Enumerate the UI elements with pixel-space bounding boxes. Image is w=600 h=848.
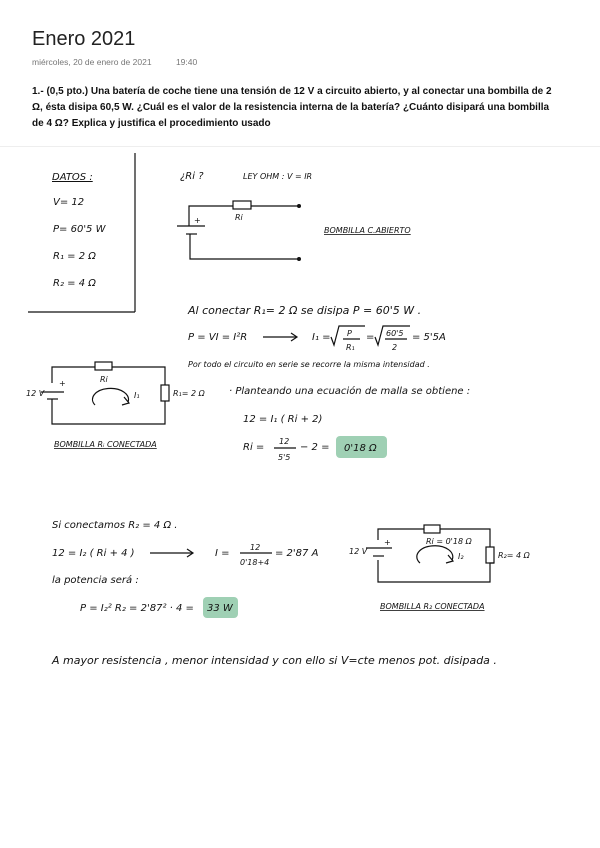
step1-result: = 5'5A — [412, 332, 446, 343]
step3-intro: Si conectamos R₂ = 4 Ω . — [52, 520, 178, 531]
question-text: 1.- (0,5 pto.) Una batería de coche tiene una tensión de 12 V a circuito abierto, y al conectar una bombilla de 2 Ω, ésta disipa 60,5 W. ¿Cuál es el valor de la resistencia interna de la batería? ¿Cuánto disipará una bombilla de 4 Ω? Explica y justifica el procedimiento usado — [32, 86, 552, 129]
circuit1-ri-label: Ri — [235, 213, 243, 222]
mesh-equation: 12 = I₁ ( Ri + 2) — [243, 414, 323, 425]
power-formula: P = I₂² R₂ = 2'87² · 4 = — [80, 603, 194, 614]
page-time: 19:40 — [175, 57, 198, 67]
step3-equation: 12 = I₂ ( Ri + 4 ) — [52, 548, 135, 559]
step1-eq: = — [366, 332, 375, 343]
frac1-den: R₁ — [346, 343, 355, 352]
datos-title: DATOS : — [52, 172, 93, 183]
frac1-num: P — [347, 329, 352, 338]
circuit3-battery-label: 12 V — [349, 547, 368, 556]
i-lhs: I = — [215, 548, 230, 559]
frac2-num: 60'5 — [386, 329, 404, 338]
step1-line1: Al conectar R₁= 2 Ω se disipa P = 60'5 W . — [188, 304, 422, 317]
page-title: Enero 2021 — [32, 28, 136, 50]
circuit-r2-connected-diagram — [366, 525, 494, 582]
circuit2-ri-label: Ri — [100, 375, 108, 384]
circuit3-ri-label: Ri = 0'18 Ω — [426, 537, 472, 546]
power-result: 33 W — [207, 603, 233, 614]
circuit1-plus: + — [194, 216, 201, 225]
circuit3-caption: BOMBILLA R₂ CONECTADA — [380, 602, 485, 611]
conclusion-text: A mayor resistencia , menor intensidad y con ello si V=cte menos pot. disipada . — [52, 654, 497, 667]
ri-lhs: Ri = — [243, 442, 265, 453]
circuit3-plus: + — [384, 538, 391, 547]
circuit2-caption: BOMBILLA Rᵢ CONECTADA — [54, 440, 157, 449]
mesh-text: · Planteando una ecuación de malla se obtiene : — [229, 386, 471, 397]
i-num: 12 — [250, 543, 261, 552]
step1-current-lhs: I₁ = — [312, 332, 331, 343]
series-note: Por todo el circuito en serie se recorre la misma intensidad . — [188, 360, 430, 369]
ohm-law: LEY OHM : V = IR — [243, 172, 313, 181]
i-den: 0'18+4 — [240, 558, 270, 567]
i-result: = 2'87 A — [275, 548, 319, 559]
circuit1-caption: BOMBILLA C.ABIERTO — [324, 226, 411, 235]
datos-r2: R₂ = 4 Ω — [53, 278, 96, 289]
circuit2-plus: + — [59, 379, 66, 388]
datos-r1: R₁ = 2 Ω — [53, 251, 96, 262]
frac2-den: 2 — [392, 343, 398, 352]
ri-den: 5'5 — [278, 453, 291, 462]
datos-p: P= 60'5 W — [53, 224, 106, 235]
circuit2-current-label: I₁ — [134, 391, 140, 400]
circuit-ri-connected-diagram — [41, 362, 169, 424]
circuit2-load-label: R₁= 2 Ω — [173, 389, 205, 398]
circuit2-battery-label: 12 V — [26, 389, 45, 398]
ri-rest: − 2 = — [300, 442, 330, 453]
ri-question: ¿Ri ? — [180, 171, 204, 182]
circuit3-load-label: R₂= 4 Ω — [498, 551, 530, 560]
ri-num: 12 — [279, 437, 290, 446]
step1-formula: P = VI = I²R — [188, 332, 248, 343]
datos-v: V= 12 — [53, 197, 85, 208]
power-intro: la potencia será : — [52, 575, 139, 586]
circuit3-current-label: I₂ — [458, 552, 464, 561]
page-date: miércoles, 20 de enero de 2021 — [32, 57, 152, 67]
circuit-open-diagram — [177, 201, 301, 261]
ri-result: 0'18 Ω — [344, 443, 377, 454]
